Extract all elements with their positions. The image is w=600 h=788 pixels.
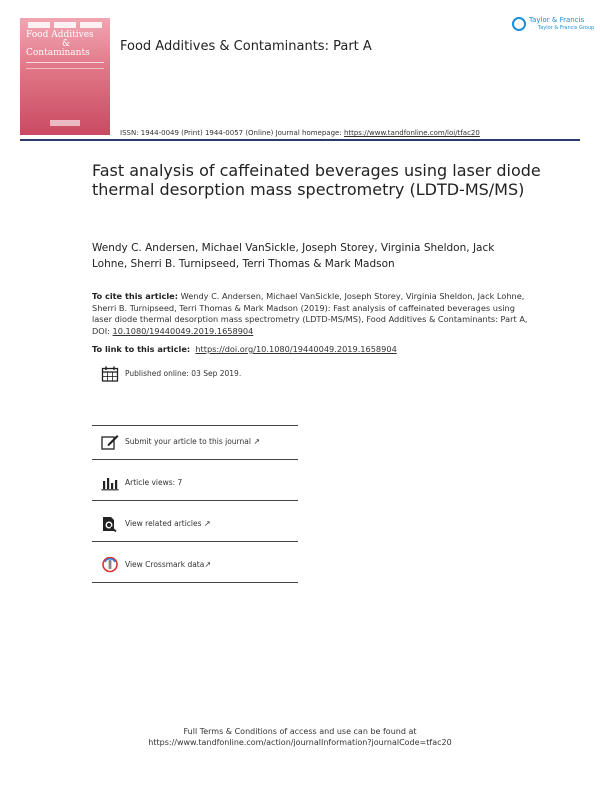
publisher-name: Taylor & Francis xyxy=(529,16,585,24)
header-rule xyxy=(20,139,580,141)
publisher-tagline: Taylor & Francis Group xyxy=(538,25,595,31)
bar-chart-icon xyxy=(101,475,119,491)
crossmark-icon xyxy=(101,557,119,573)
cover-rule xyxy=(26,62,104,69)
submit-article-link[interactable]: Submit your article to this journal xyxy=(125,437,251,446)
publisher-logo[interactable] xyxy=(512,14,595,38)
search-document-icon xyxy=(101,516,119,532)
cover-title: Food Additives & Contaminants xyxy=(26,30,94,58)
submit-article-item[interactable] xyxy=(92,425,298,460)
article-link: To link to this article: https://doi.org/10.1080/19440049.2019.1658904 xyxy=(92,344,397,354)
external-link-icon: ↗ xyxy=(253,437,261,446)
article-url-link[interactable]: https://doi.org/10.1080/19440049.2019.1658904 xyxy=(195,344,397,354)
footer-line1: Full Terms & Conditions of access and use can be found at xyxy=(183,727,417,736)
footer-terms-link[interactable]: https://www.tandfonline.com/action/journalInformation?journalCode=tfac20 xyxy=(148,738,452,747)
article-views-text: Article views: 7 xyxy=(125,478,183,487)
article-title: Fast analysis of caffeinated beverages using laser diode thermal desorption mass spectrometry (LDTD-MS/MS) xyxy=(92,161,541,199)
related-articles-item[interactable] xyxy=(92,507,298,542)
edit-icon xyxy=(101,434,119,450)
crossmark-item[interactable] xyxy=(92,548,298,583)
issn-line: ISSN: 1944-0049 (Print) 1944-0057 (Online) Journal homepage: https://www.tandfonline.com/loi/tfac20 xyxy=(120,129,480,137)
external-link-icon: ↗ xyxy=(204,560,212,569)
published-online-text: Published online: 03 Sep 2019. xyxy=(125,369,242,378)
related-articles-link[interactable]: View related articles xyxy=(125,519,202,528)
calendar-icon xyxy=(101,366,119,382)
cover-header-strip xyxy=(28,22,102,28)
journal-title: Food Additives & Contaminants: Part A xyxy=(120,39,372,54)
footer-terms xyxy=(0,726,600,748)
crossmark-link[interactable]: View Crossmark data xyxy=(125,560,205,569)
journal-homepage-link[interactable]: https://www.tandfonline.com/loi/tfac20 xyxy=(343,129,480,137)
article-views-item xyxy=(92,466,298,501)
publisher-logo-icon xyxy=(512,17,526,31)
published-online-item xyxy=(92,358,298,426)
citation: To cite this article: Wendy C. Andersen, Michael VanSickle, Joseph Storey, Virginia Sheldon, Jack Lohne, Sherri B. Turnipseed, Terri Thomas & Mark Madson (2019): Fast analysis of caffeinated beverages using laser diode thermal desorption mass spectrometry (LDTD-MS/MS), Food Additives & Contaminants: Part A, DOI: 10.1080/19440049.2019.1658904 xyxy=(92,291,528,336)
author-list: Wendy C. Andersen, Michael VanSickle, Joseph Storey, Virginia Sheldon, Jack Lohne, Sherri B. Turnipseed, Terri Thomas & Mark Madson xyxy=(92,242,495,270)
external-link-icon: ↗ xyxy=(203,519,211,528)
cover-publisher-mark xyxy=(50,120,80,126)
journal-cover xyxy=(20,18,110,135)
doi-link[interactable]: 10.1080/19440049.2019.1658904 xyxy=(112,325,254,336)
